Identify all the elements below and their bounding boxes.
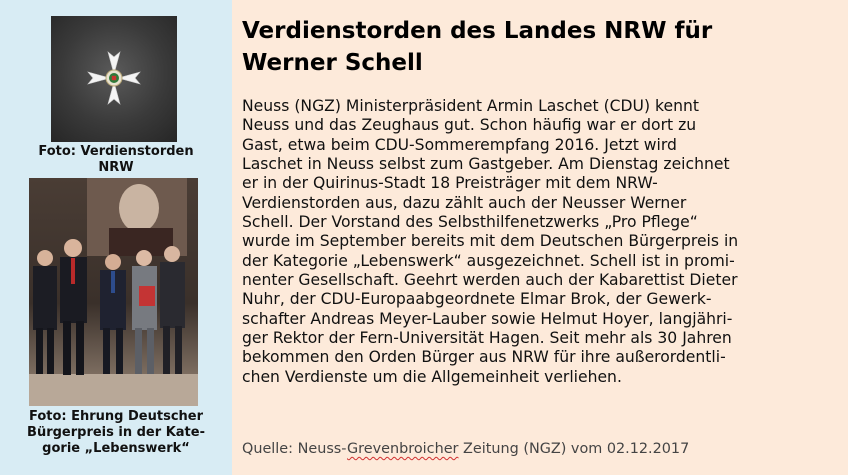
body-line: Laschet in Neuss selbst zum Gastgeber. Am Dienstag zeichnet xyxy=(242,155,730,174)
body-line: schafter Andreas Meyer-Lauber sowie Helmut Hoyer, langjähri- xyxy=(242,309,733,328)
body-line: Nuhr, der CDU-Europaabgeordnete Elmar Brok, der Gewerk- xyxy=(242,290,712,309)
article-body xyxy=(242,97,842,387)
medal-icon xyxy=(51,16,177,142)
body-line: bekommen den Orden Bürger aus NRW für ihre außerordentli- xyxy=(242,348,726,367)
award-group-photo xyxy=(29,178,198,406)
photo1-caption: Foto: Verdienstorden NRW xyxy=(38,144,194,175)
body-line: Neuss (NGZ) Ministerpräsident Armin Laschet (CDU) kennt xyxy=(242,97,699,115)
medal-photo xyxy=(51,16,177,142)
spellcheck-word: Grevenbroicher xyxy=(347,441,459,457)
body-line: chen Verdienste um die Allgemeinheit verliehen. xyxy=(242,367,622,386)
body-line: Gast, etwa beim CDU-Sommerempfang 2016. Jetzt wird xyxy=(242,135,677,154)
left-sidebar xyxy=(0,0,232,475)
article-title: Verdienstorden des Landes NRW für Werner Schell xyxy=(242,18,713,76)
body-line: Neuss und das Zeughaus gut. Schon häufig war er dort zu xyxy=(242,116,697,135)
body-line: ger Rektor der Fern-Universität Hagen. Seit mehr als 30 Jahren xyxy=(242,329,732,348)
body-line: er in der Quirinus-Stadt 18 Preisträger mit dem NRW- xyxy=(242,174,658,193)
photo2-caption: Foto: Ehrung Deutscher Bürgerpreis in der Kate- gorie „Lebenswerk“ xyxy=(27,409,205,456)
body-line: Schell. Der Vorstand des Selbsthilfenetzwerks „Pro Pflege“ xyxy=(242,213,698,232)
source-line: Quelle: Neuss-Grevenbroicher Zeitung (NGZ) vom 02.12.2017 xyxy=(242,441,690,457)
body-line: wurde im September bereits mit dem Deutschen Bürgerpreis in xyxy=(242,232,739,251)
body-line: nenter Gesellschaft. Geehrt werden auch der Kabarettist Dieter xyxy=(242,271,738,290)
body-line: Verdienstorden aus, dazu zählt auch der Neusser Werner xyxy=(242,193,687,212)
body-line: der Kategorie „Lebenswerk“ ausgezeichnet. Schell ist in promi- xyxy=(242,251,735,270)
article xyxy=(232,0,848,475)
